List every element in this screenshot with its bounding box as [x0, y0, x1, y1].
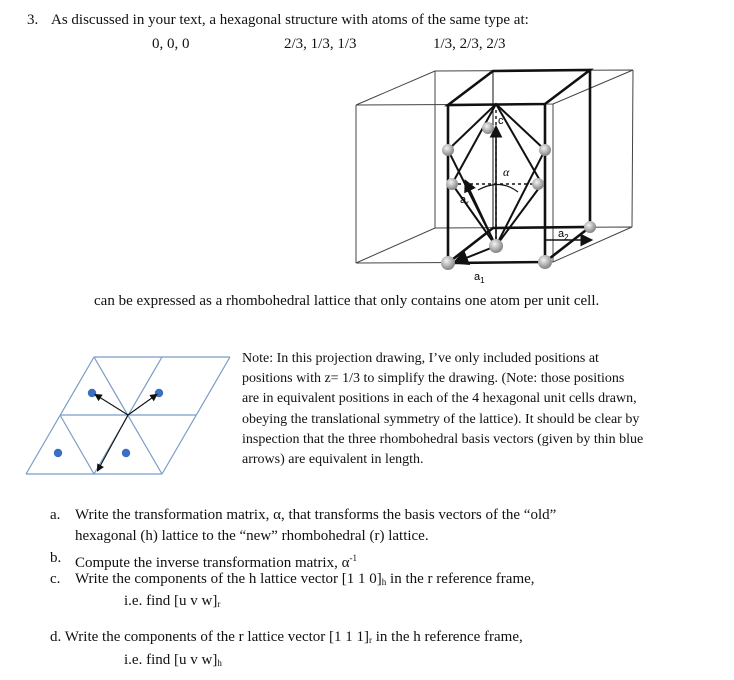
part-c-marker: c. — [50, 571, 61, 587]
position-1: 0, 0, 0 — [152, 36, 190, 52]
part-a-line2: hexagonal (h) lattice to the “new” rhombohedral (r) lattice. — [75, 528, 429, 544]
note-line: Note: In this projection drawing, I’ve only included positions at — [242, 351, 599, 366]
note-paragraph — [242, 349, 692, 470]
part-c-line1: Write the components of the h lattice vector [1 1 $0]_h$ in the r reference frame, — [75, 571, 535, 587]
a2-label: $a_2$ — [558, 228, 569, 242]
note-line: positions with z= 1/3 to simplify the drawing. (Note: those positions — [242, 371, 625, 387]
c-label: c — [498, 115, 504, 127]
position-2: 2/3, 1/3, 1/3 — [284, 36, 357, 52]
alpha-label: α — [503, 165, 510, 179]
part-c-line2: i.e. find [u v $w]_r$ — [124, 593, 221, 609]
ar-label: $a_r$ — [460, 194, 469, 208]
note-line: are in equivalent positions in each of the 4 hexagonal unit cells drawn, — [242, 391, 637, 407]
a1-label: $a_1$ — [474, 271, 485, 285]
part-d-line2: i.e. find [u v $w]_h$ — [124, 652, 222, 668]
question-intro: As discussed in your text, a hexagonal structure with atoms of the same type at: — [51, 12, 529, 28]
part-b-marker: b. — [50, 550, 62, 566]
basis-arrows — [96, 395, 156, 470]
part-b-text: Compute the inverse transformation matrix, $\alpha^{-1}$ — [75, 553, 357, 571]
question-conclusion: can be expressed as a rhombohedral lattice that only contains one atom per unit cell. — [94, 293, 600, 309]
part-a-line1: Write the transformation matrix, α, that transforms the basis vectors of the “old” — [75, 507, 557, 523]
note-line: arrows) are equivalent in length. — [242, 452, 424, 468]
part-a-marker: a. — [50, 507, 61, 523]
note-line: obeying the translational symmetry of the lattice). It should be clear by — [242, 411, 640, 427]
part-d-line1: d. Write the components of the r lattice vector [1 1 $1]_r$ in the h reference frame, — [50, 629, 523, 645]
position-3: 1/3, 2/3, 2/3 — [433, 36, 506, 52]
question-number: 3. — [27, 12, 39, 28]
note-line: inspection that the three rhombohedral basis vectors (given by thin blue — [242, 431, 644, 447]
